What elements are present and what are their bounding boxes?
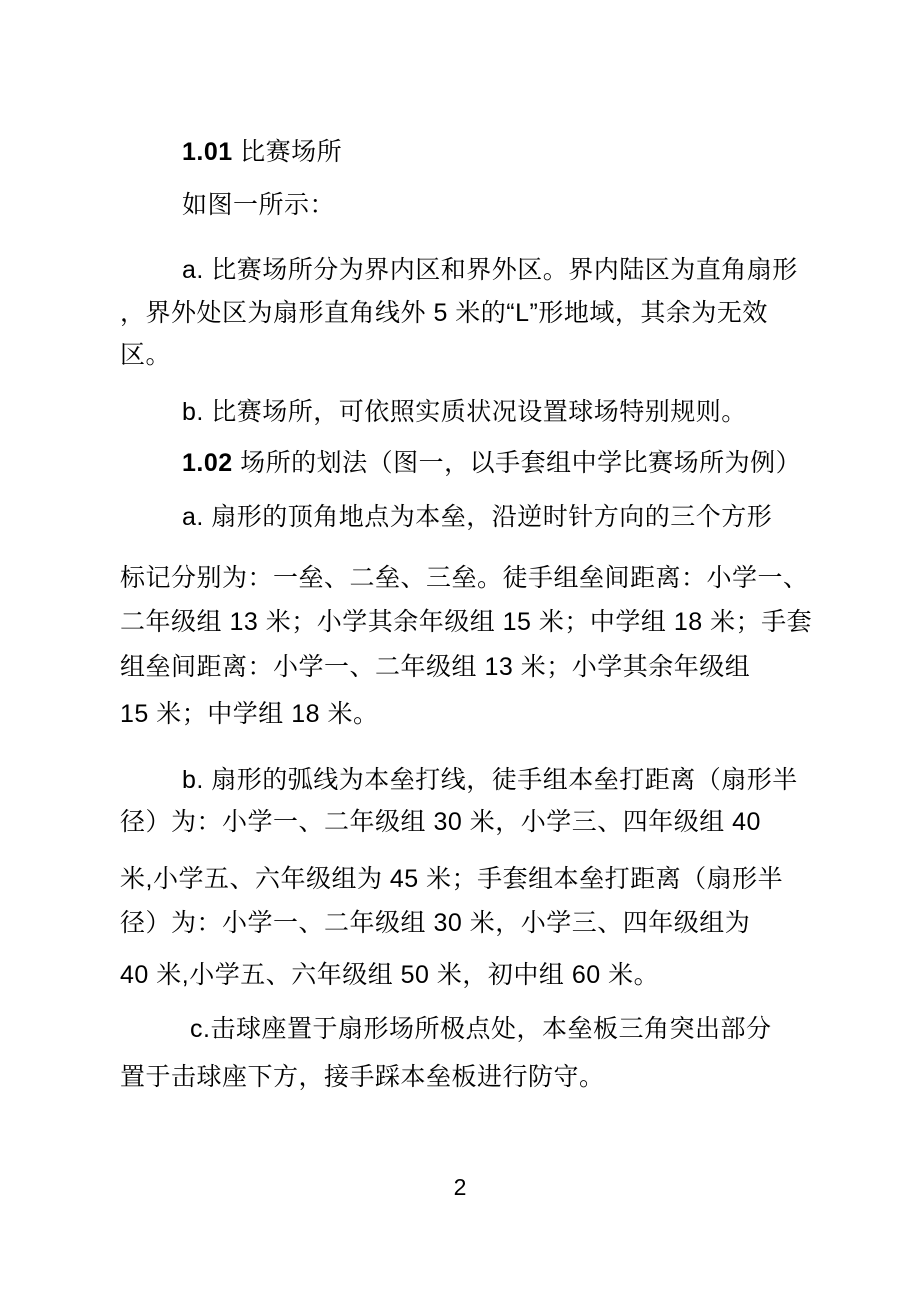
text-line — [182, 495, 772, 539]
text-line — [120, 800, 761, 844]
line-text: 区。 — [120, 341, 172, 369]
text-line — [182, 758, 798, 802]
line-text: b. 比赛场所，可依照实质状况设置球场特别规则。 — [182, 398, 747, 426]
text-line — [120, 857, 783, 901]
heading-1-01 — [182, 130, 342, 174]
line-text: a. 扇形的顶角地点为本垒，沿逆时针方向的三个方形 — [182, 503, 773, 531]
line-text: 米,小学五、六年级组为 45 米；手套组本垒打距离（扇形半 — [120, 865, 784, 893]
line-text: 如图一所示： — [182, 191, 336, 219]
text-line — [120, 556, 809, 600]
text-line — [120, 692, 378, 736]
line-text: 40 米,小学五、六年级组 50 米，初中组 60 米。 — [120, 961, 660, 989]
line-text: 场所的划法（图一，以手套组中学比赛场所为例） — [232, 449, 802, 477]
text-line — [182, 390, 747, 434]
text-line — [120, 645, 750, 689]
text-line — [120, 333, 171, 377]
line-text: c.击球座置于扇形场所极点处，本垒板三角突出部分 — [190, 1015, 772, 1043]
text-line — [120, 600, 812, 644]
line-text: 置于击球座下方，接手踩本垒板进行防守。 — [120, 1063, 605, 1091]
text-line — [120, 291, 768, 335]
section-number: 1.02 — [182, 449, 233, 477]
text-line — [182, 183, 335, 227]
line-text: 二年级组 13 米；小学其余年级组 15 米；中学组 18 米；手套 — [120, 608, 813, 636]
line-text: 径）为：小学一、二年级组 30 米，小学三、四年级组 40 — [120, 808, 761, 836]
heading-1-02 — [182, 441, 801, 485]
line-text: 径）为：小学一、二年级组 30 米，小学三、四年级组为 — [120, 909, 751, 937]
line-text: 组垒间距离：小学一、二年级组 13 米；小学其余年级组 — [120, 653, 751, 681]
line-text: 比赛场所 — [232, 138, 343, 166]
section-number: 1.01 — [182, 138, 233, 166]
text-line — [120, 953, 659, 997]
line-text: a. 比赛场所分为界内区和界外区。界内陆区为直角扇形 — [182, 256, 798, 284]
text-line — [182, 248, 798, 292]
line-text: 15 米；中学组 18 米。 — [120, 700, 379, 728]
text-line — [120, 1055, 605, 1099]
text-line — [120, 901, 750, 945]
line-text: b. 扇形的弧线为本垒打线，徒手组本垒打距离（扇形半 — [182, 766, 798, 794]
text-line — [190, 1007, 771, 1051]
line-text: 标记分别为：一垒、二垒、三垒。徒手组垒间距离：小学一、 — [120, 564, 809, 592]
page-number: 2 — [453, 1174, 467, 1200]
line-text: ，界外处区为扇形直角线外 5 米的“L”形地域，其余为无效 — [120, 299, 768, 327]
